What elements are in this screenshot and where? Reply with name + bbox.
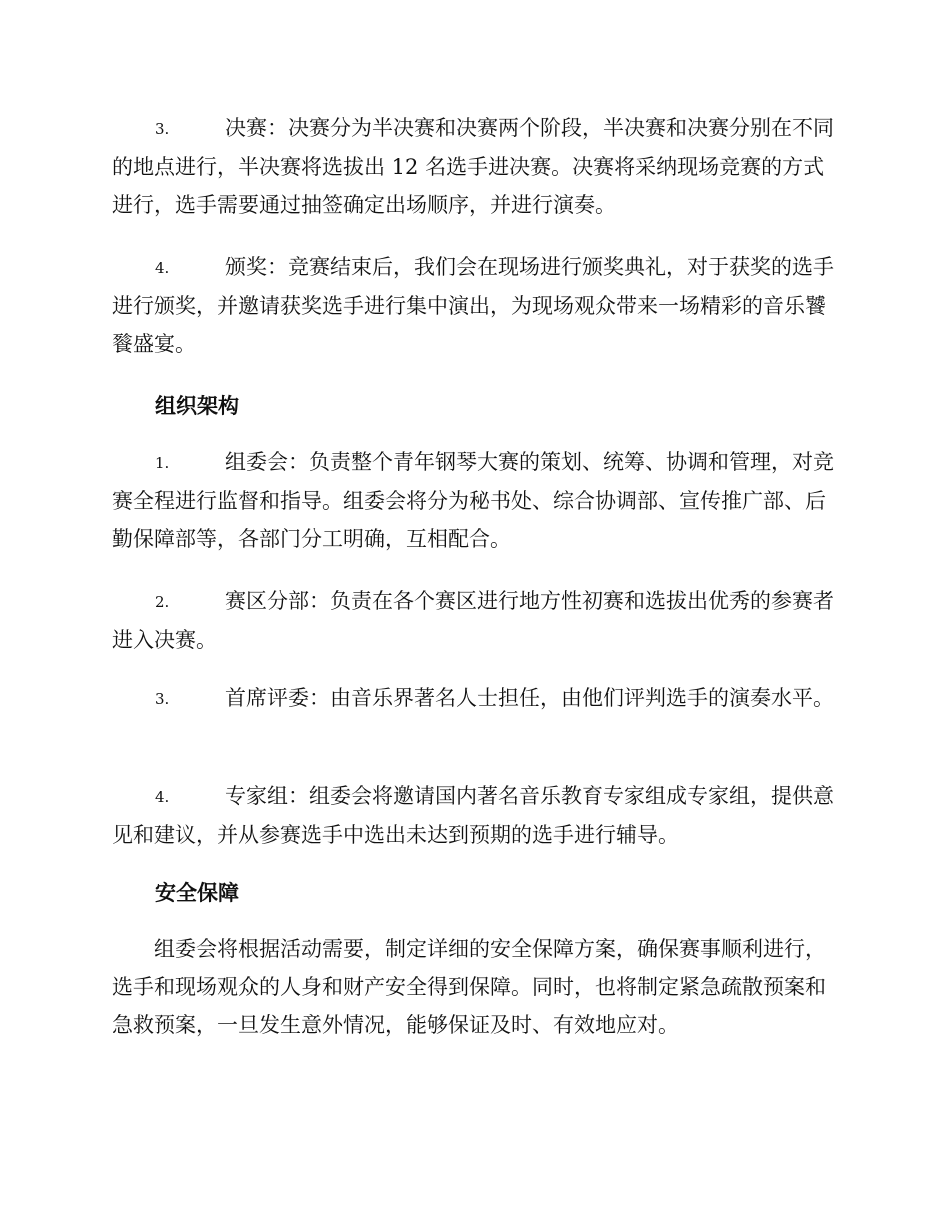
- safety-paragraph: [112, 930, 842, 1044]
- list-number: 3.: [155, 690, 170, 708]
- list-item-expert-group: [112, 777, 842, 854]
- section-heading-organization: 组织架构: [155, 393, 239, 418]
- list-item-final: [112, 109, 842, 224]
- list-number: 3.: [155, 120, 170, 138]
- list-item-text: 赛区分部：负责在各个赛区进行地方性初赛和选拔出优秀的参赛者进入决赛。: [112, 589, 834, 652]
- list-item-award: [112, 248, 842, 363]
- list-item-committee: [112, 443, 842, 558]
- list-number: 4.: [155, 259, 170, 277]
- list-number: 4.: [155, 788, 170, 806]
- list-item-text: 决赛：决赛分为半决赛和决赛两个阶段，半决赛和决赛分别在不同的地点进行，半决赛将选拔出 12 名选手进决赛。决赛将采纳现场竞赛的方式进行，选手需要通过抽签确定出场顺序，并进行演奏。: [112, 116, 834, 217]
- list-item-text: 首席评委：由音乐界著名人士担任，由他们评判选手的演奏水平。: [225, 686, 834, 710]
- safety-text: 组委会将根据活动需要，制定详细的安全保障方案，确保赛事顺利进行，选手和现场观众的人身和财产安全得到保障。同时，也将制定紧急疏散预案和急救预案，一旦发生意外情况，能够保证及时、有效地应对。: [112, 937, 826, 1037]
- section-heading-safety: 安全保障: [155, 880, 239, 905]
- list-item-text: 专家组：组委会将邀请国内著名音乐教育专家组成专家组，提供意见和建议，并从参赛选手中选出未达到预期的选手进行辅导。: [112, 784, 834, 847]
- list-number: 1.: [155, 454, 170, 472]
- list-number: 2.: [155, 593, 170, 611]
- list-item-text: 组委会：负责整个青年钢琴大赛的策划、统筹、协调和管理，对竞赛全程进行监督和指导。组委会将分为秘书处、综合协调部、宣传推广部、后勤保障部等，各部门分工明确，互相配合。: [112, 450, 834, 551]
- list-item-chief-judge: [112, 679, 842, 718]
- list-item-text: 颁奖：竞赛结束后，我们会在现场进行颁奖典礼，对于获奖的选手进行颁奖，并邀请获奖选手进行集中演出，为现场观众带来一场精彩的音乐饕餮盛宴。: [112, 255, 834, 356]
- list-item-division: [112, 582, 842, 659]
